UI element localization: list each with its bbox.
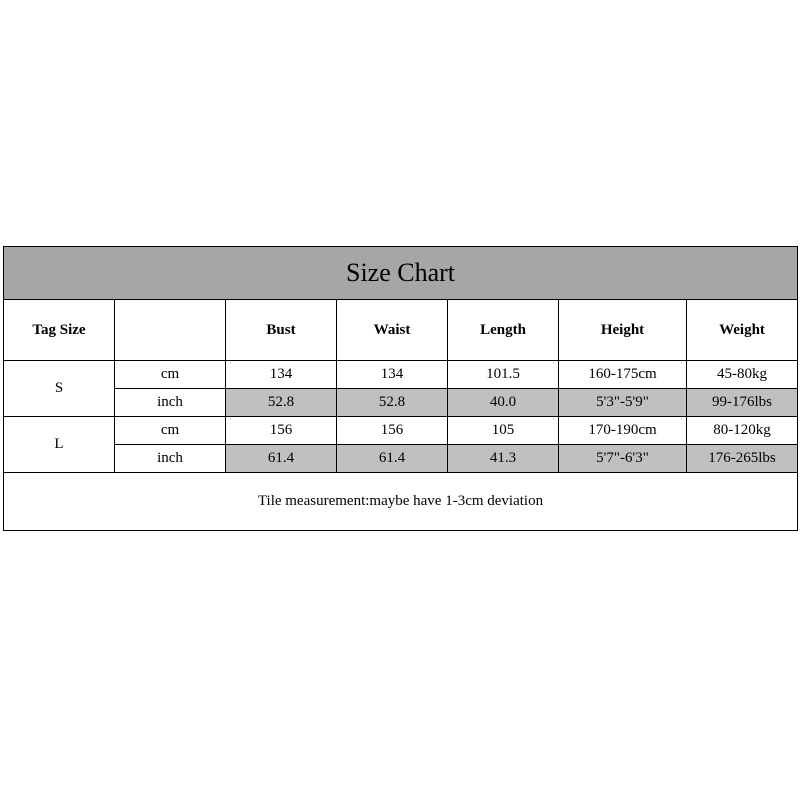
waist-cell: 134	[337, 361, 448, 389]
header-length: Length	[448, 300, 559, 361]
bust-cell: 52.8	[226, 389, 337, 417]
unit-cell: inch	[115, 389, 226, 417]
waist-cell: 156	[337, 417, 448, 445]
height-cell: 5'3"-5'9"	[559, 389, 687, 417]
bust-cell: 156	[226, 417, 337, 445]
weight-cell: 80-120kg	[687, 417, 798, 445]
unit-cell: inch	[115, 445, 226, 473]
header-waist: Waist	[337, 300, 448, 361]
waist-cell: 61.4	[337, 445, 448, 473]
size-label-s: S	[4, 361, 115, 417]
table-row	[4, 361, 798, 389]
header-height: Height	[559, 300, 687, 361]
header-tag-size: Tag Size	[4, 300, 115, 361]
header-row	[4, 300, 798, 361]
header-bust: Bust	[226, 300, 337, 361]
waist-cell: 52.8	[337, 389, 448, 417]
table-row	[4, 417, 798, 445]
height-cell: 160-175cm	[559, 361, 687, 389]
length-cell: 105	[448, 417, 559, 445]
size-chart-table	[3, 246, 798, 531]
bust-cell: 61.4	[226, 445, 337, 473]
header-unit	[115, 300, 226, 361]
unit-cell: cm	[115, 417, 226, 445]
table-row	[4, 389, 798, 417]
chart-title: Size Chart	[4, 247, 798, 300]
weight-cell: 45-80kg	[687, 361, 798, 389]
height-cell: 5'7"-6'3"	[559, 445, 687, 473]
size-label-l: L	[4, 417, 115, 473]
length-cell: 101.5	[448, 361, 559, 389]
height-cell: 170-190cm	[559, 417, 687, 445]
note-row	[4, 473, 798, 531]
title-row	[4, 247, 798, 300]
weight-cell: 176-265lbs	[687, 445, 798, 473]
weight-cell: 99-176lbs	[687, 389, 798, 417]
length-cell: 41.3	[448, 445, 559, 473]
bust-cell: 134	[226, 361, 337, 389]
measurement-note: Tile measurement:maybe have 1-3cm deviation	[4, 473, 798, 531]
length-cell: 40.0	[448, 389, 559, 417]
header-weight: Weight	[687, 300, 798, 361]
unit-cell: cm	[115, 361, 226, 389]
table-row	[4, 445, 798, 473]
